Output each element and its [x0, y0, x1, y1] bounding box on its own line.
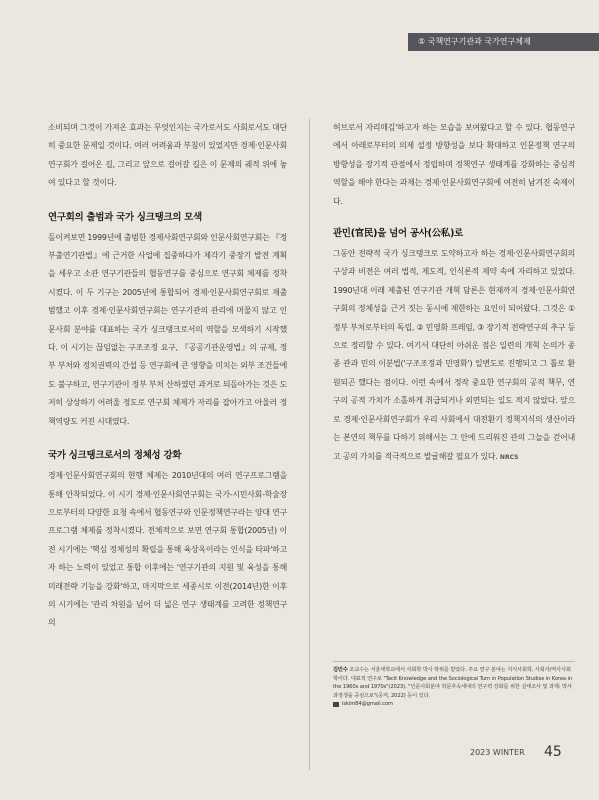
end-signature: NRCS	[499, 453, 519, 461]
paragraph-identity: 경제·인문사회연구회의 현행 체제는 2010년대의 여러 연구프로그램을 통해 안착되었다. 이 시기 경제·인문사회연구회는 국가-시민사회-학술장으로부터의 다양한 요청 속에서 협동연구와 인문정책연구라는 양대 연구프로그램 체제를 정착시켰다. 전체적으로 보면 연구회 통합(2005년) 이전 시기에는 '핵심 정체성의 확립을 통해 육상옥이라는 인식을 타파'하고자 하는 노력이 있었고 통합 이후에는 '연구기관의 지원 및 육성을 통해 미래전략 기능을 강화'하고, 마지막으로 세종시로 이전(2014년)한 이후의 시기에는 '관리 차원을 넘어 더 넓은 연구 생태계를 고려한 정책연구의	[48, 471, 287, 628]
author-rule	[333, 661, 575, 662]
footer-edition: 2023 WINTER	[470, 748, 525, 757]
author-bio-line	[333, 666, 575, 700]
paragraph-hub: 허브로서 자리매김'하고자 하는 모습을 보여왔다고 할 수 있다. 협동연구에서 아래로부터의 의제 설정 방향성을 보다 확대하고 인문정책 연구의 방향성을 장기적 관점에서 정립하며 정책연구 생태계를 강화하는 중심적 역할을 해야 한다는 과제는 경제·인문사회연구회에 여전히 남겨진 숙제이다.	[333, 123, 575, 206]
author-name: 김민수	[333, 667, 348, 673]
section-title: ⑤ 국책연구기관과 국가연구체제	[418, 37, 531, 46]
heading-launch: 연구회의 출범과 국가 싱크탱크의 모색	[48, 211, 202, 223]
paragraph-public	[333, 245, 575, 467]
intro-paragraph: 소비되며 그것이 가져온 효과는 무엇인지는 국가로서도 사회로서도 대단히 중요한 문제일 것이다. 여러 어려움과 부침이 있었지만 경제·인문사회연구회가 걸어온 길, 그리고 앞으로 걸어갈 길은 이 문제의 궤적 위에 놓여 있다고 할 것이다.	[48, 123, 287, 188]
author-box	[333, 666, 575, 709]
paragraph-public-text: 그동안 전략적 국가 싱크탱크로 도약하고자 하는 경제·인문사회연구회의 구상과 비전은 여러 법적, 제도적, 인식론적 제약 속에 자리하고 있었다. 1990년대 이래 제출된 연구기관 개혁 담론은 현재까지 경제·인문사회연구회의 정체성을 근거 짓는 동시에 제한하는 요인이 되어왔다. 그것은 ① 정부 부처로부터의 독립, ② 민영화 프레임, ③ 장기적 전략연구의 추구 등으로 정리할 수 있다. 여기서 대단히 아쉬운 점은 일련의 개혁 논의가 종종 관과 민의 이분법('구조조정과 민영화') 일변도로 진행되고 그 틀로 환원되곤 했다는 점이다. 이런 속에서 정작 중요한 연구회의 공적 책무, 연구의 공적 가치가 소홀하게 취급되거나 외면되는 일도 적지 않았다. 앞으로 경제·인문사회연구회가 우리 사회에서 대전환기 정책지식의 생산이라는 본연의 책무를 다하기 위해서는 그 안에 드리워진 관의 그늘을 걷어내고 공의 가치를 적극적으로 발굴해갈 필요가 있다.	[333, 249, 575, 461]
heading-identity: 국가 싱크탱크로서의 정체성 강화	[48, 450, 182, 462]
email-icon	[333, 702, 339, 707]
left-column	[48, 119, 287, 633]
author-email[interactable]: iskim84@gmail.com	[342, 701, 393, 708]
section-header-band	[408, 33, 599, 51]
author-email-row	[333, 700, 575, 709]
right-column	[333, 119, 575, 467]
author-bio: 조교수는 서울대학교에서 사회학 박사 학위를 받았다. 주요 연구 분야는 지식사회학, 사회사/역사사회학이다. 대표적 연구로 "Tacit Knowledge and the Sociological Turn in Population Studies in Korea in the 1960s and 1970s"(2023), "인문사회분야 학문후속세대의 연구력 강화를 위한 실태조사 및 과제: 박사과정생을 중심으로"(공저, 2022) 등이 있다.	[333, 667, 573, 699]
page-number: 45	[544, 744, 562, 760]
column-divider	[309, 119, 310, 770]
paragraph-launch: 돌이켜보면 1999년에 출범한 경제사회연구회와 인문사회연구회는 『정부출연기관법』에 근거한 사업에 집중하다가 제각기 중장기 발전 계획을 세우고 소관 연구기관들의 협동연구를 중심으로 연구회 체제를 정착시켰다. 이 두 기구는 2005년에 통합되어 경제·인문사회연구회로 재출범했고 이후 경제·인문사회연구회는 연구기관의 관리에 머물지 않고 인문사회 분야를 대표하는 국가 싱크탱크로서의 역할을 모색하기 시작했다. 이 시기는 끊임없는 구조조정 요구, 『공공기관운영법』의 규제, 정부 부처와 정치권력의 간섭 등 연구회에 큰 영향을 미치는 외부 조건들에도 불구하고, 연구기관이 정부 부처 산하였던 과거로 되돌아가는 것은 도저히 상상하기 어려울 정도로 연구회 체제가 자리를 잡아가고 아울러 정책역량도 커진 시대였다.	[48, 232, 287, 426]
heading-public: 관민(官民)을 넘어 공사(公私)로	[333, 228, 464, 240]
